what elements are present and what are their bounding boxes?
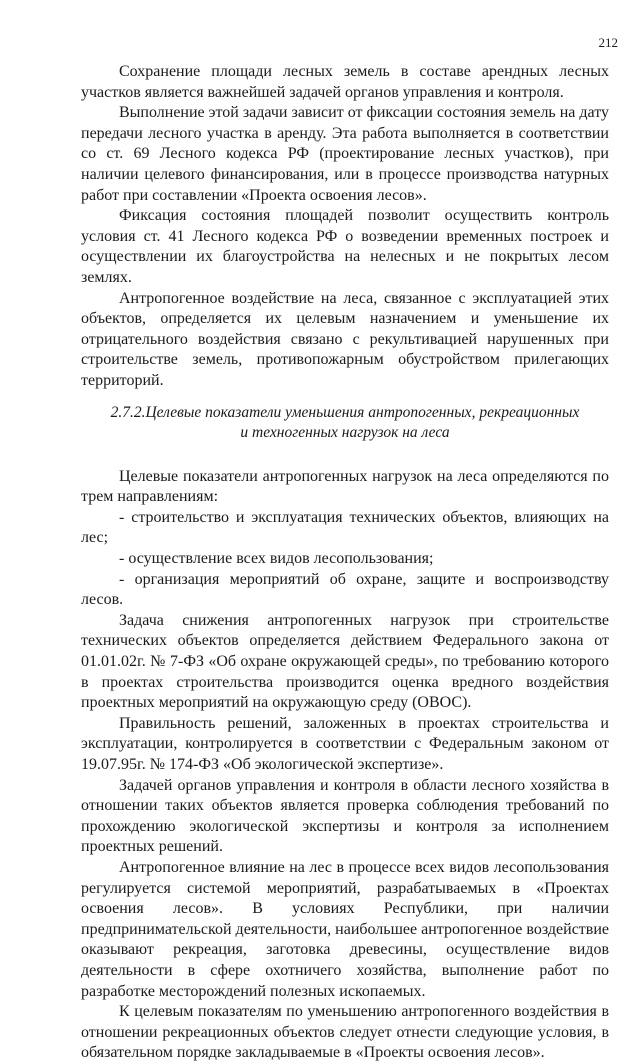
paragraph: Задачей органов управления и контроля в области лесного хозяйства в отношении таких объектов является проверка соблюдения требований по прохождению экологической экспертизы и контроля за исполнением проектных решений. bbox=[81, 776, 609, 856]
paragraph: Фиксация состояния площадей позволит осуществить контроль условия ст. 41 Лесного кодекса РФ о возведении временных построек и осуществлении их благоустройства на нелесных и не покрытых лесом землях. bbox=[81, 207, 609, 286]
section-heading bbox=[81, 403, 609, 444]
section-heading-line: 2.7.2.Целевые показатели уменьшения антропогенных, рекреационных bbox=[110, 403, 580, 421]
paragraph: Целевые показатели антропогенных нагрузок на леса определяются по трем направлениям: bbox=[81, 467, 609, 506]
paragraph: Антропогенное воздействие на леса, связанное с эксплуатацией этих объектов, определяется их целевым назначением и уменьшение их отрицательного воздействия связано с рекультивацией нарушенных при строительстве земель, противопожарным обустройством прилегающих территорий. bbox=[81, 289, 609, 389]
paragraph: Антропогенное влияние на лес в процессе всех видов лесопользования регулируется системой мероприятий, разрабатываемых в «Проектах освоения лесов». В условиях Республики, при наличии предпринимательской деятельности, наибольшее антропогенное воздействие оказывают рекреация, заготовка древесины, осуществление видов деятельности в сфере охотничего хозяйства, выполнение работ по разработке месторождений полезных ископаемых. bbox=[81, 858, 609, 1000]
paragraph: Правильность решений, заложенных в проектах строительства и эксплуатации, контролируется в соответствии с Федеральным законом от 19.07.95г. № 174-ФЗ «Об экологической экспертизе». bbox=[81, 714, 609, 773]
paragraph: К целевым показателям по уменьшению антропогенного воздействия в отношении рекреационных объектов следует отнести следующие условия, в обязательном порядке закладываемые в «Проекты освоения лесов». bbox=[81, 1003, 609, 1062]
list-item: - организация мероприятий об охране, защите и воспроизводству лесов. bbox=[81, 570, 609, 609]
page-number: 212 bbox=[598, 35, 618, 50]
paragraph: Задача снижения антропогенных нагрузок при строительстве технических объектов определяется действием Федерального закона от 01.01.02г. № 7-ФЗ «Об охране окружающей среды», по требованию которого в проектах строительства производится оценка вредного воздействия проектных мероприятий на окружающую среду (ОВОС). bbox=[81, 611, 609, 712]
document-body bbox=[81, 62, 609, 1064]
section-heading-line: и техногенных нагрузок на леса bbox=[240, 424, 450, 442]
paragraph: Выполнение этой задачи зависит от фиксации состояния земель на дату передачи лесного участка в аренду. Эта работа выполняется в соответствии со ст. 69 Лесного кодекса РФ (проектирование лесных участков), при наличии целевого финансирования, или в процессе производства натурных работ при составлении «Проекта освоения лесов». bbox=[81, 104, 609, 204]
paragraph: Сохранение площади лесных земель в составе арендных лесных участков является важнейшей задачей органов управления и контроля. bbox=[81, 63, 609, 101]
list-item: - строительство и эксплуатация технических объектов, влияющих на лес; bbox=[81, 508, 609, 547]
list-item: - осуществление всех видов лесопользования; bbox=[119, 550, 434, 568]
